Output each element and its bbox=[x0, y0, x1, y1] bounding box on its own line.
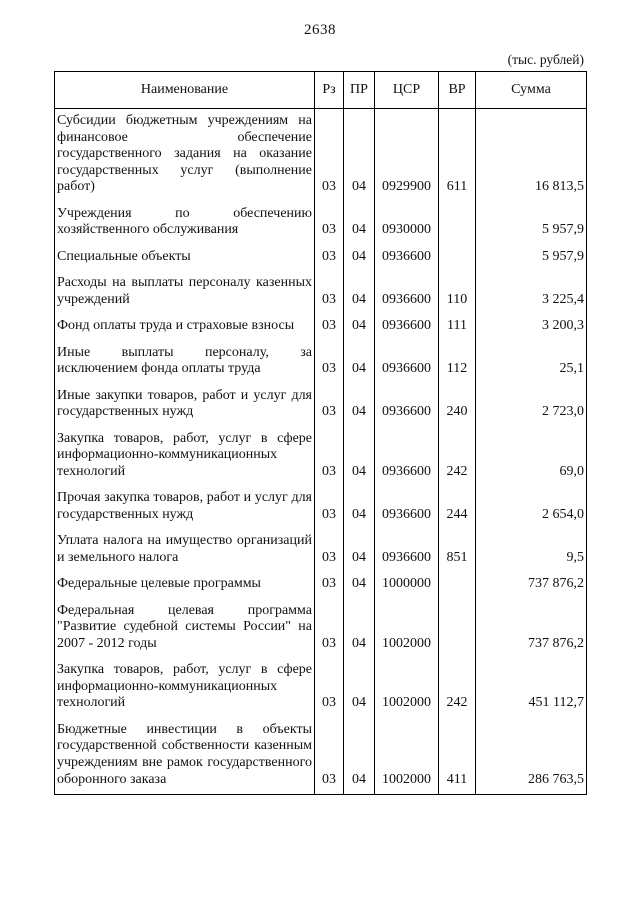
table-row bbox=[55, 384, 587, 427]
cell-rz: 03 bbox=[315, 202, 344, 245]
table-row bbox=[55, 109, 587, 202]
cell-vr: 851 bbox=[439, 529, 476, 572]
cell-vr: 240 bbox=[439, 384, 476, 427]
col-header-name: Наименование bbox=[55, 72, 315, 109]
table-body bbox=[55, 109, 587, 795]
cell-vr: 111 bbox=[439, 314, 476, 341]
header-row bbox=[55, 72, 587, 109]
table-row bbox=[55, 718, 587, 795]
table-row bbox=[55, 599, 587, 659]
cell-sum: 5 957,9 bbox=[476, 245, 587, 272]
cell-sum: 69,0 bbox=[476, 427, 587, 487]
units-label: (тыс. рублей) bbox=[507, 52, 584, 67]
cell-pr: 04 bbox=[344, 271, 375, 314]
cell-vr: 112 bbox=[439, 341, 476, 384]
cell-vr: 411 bbox=[439, 718, 476, 795]
col-header-vr: ВР bbox=[439, 72, 476, 109]
cell-csr: 0936600 bbox=[375, 529, 439, 572]
cell-pr: 04 bbox=[344, 486, 375, 529]
table-row bbox=[55, 486, 587, 529]
cell-name: Закупка товаров, работ, услуг в сфере информационно-коммуникационных технологий bbox=[55, 427, 315, 487]
cell-csr: 1000000 bbox=[375, 572, 439, 599]
cell-pr: 04 bbox=[344, 245, 375, 272]
table-row bbox=[55, 341, 587, 384]
cell-rz: 03 bbox=[315, 658, 344, 718]
cell-sum: 2 654,0 bbox=[476, 486, 587, 529]
cell-csr: 0936600 bbox=[375, 341, 439, 384]
cell-csr: 0930000 bbox=[375, 202, 439, 245]
cell-pr: 04 bbox=[344, 314, 375, 341]
cell-csr: 0936600 bbox=[375, 384, 439, 427]
cell-sum: 737 876,2 bbox=[476, 599, 587, 659]
table-row bbox=[55, 658, 587, 718]
table-header bbox=[55, 72, 587, 109]
cell-vr: 611 bbox=[439, 109, 476, 202]
cell-name: Бюджетные инвестиции в объекты государственной собственности казенным учреждениям вне рамок государственного оборонного заказа bbox=[55, 718, 315, 795]
cell-rz: 03 bbox=[315, 529, 344, 572]
budget-table bbox=[54, 71, 587, 795]
cell-vr: 242 bbox=[439, 427, 476, 487]
cell-vr: 242 bbox=[439, 658, 476, 718]
cell-csr: 0929900 bbox=[375, 109, 439, 202]
cell-csr: 1002000 bbox=[375, 599, 439, 659]
cell-rz: 03 bbox=[315, 245, 344, 272]
cell-name: Закупка товаров, работ, услуг в сфере информационно-коммуникационных технологий bbox=[55, 658, 315, 718]
cell-name: Прочая закупка товаров, работ и услуг для государственных нужд bbox=[55, 486, 315, 529]
cell-pr: 04 bbox=[344, 658, 375, 718]
cell-pr: 04 bbox=[344, 572, 375, 599]
cell-csr: 0936600 bbox=[375, 245, 439, 272]
cell-rz: 03 bbox=[315, 341, 344, 384]
cell-name: Расходы на выплаты персоналу казенных учреждений bbox=[55, 271, 315, 314]
cell-sum: 737 876,2 bbox=[476, 572, 587, 599]
cell-pr: 04 bbox=[344, 109, 375, 202]
cell-rz: 03 bbox=[315, 572, 344, 599]
cell-rz: 03 bbox=[315, 314, 344, 341]
cell-csr: 0936600 bbox=[375, 486, 439, 529]
cell-pr: 04 bbox=[344, 202, 375, 245]
page-number: 2638 bbox=[304, 22, 336, 38]
col-header-csr: ЦСР bbox=[375, 72, 439, 109]
cell-sum: 3 200,3 bbox=[476, 314, 587, 341]
cell-name: Иные выплаты персоналу, за исключением фонда оплаты труда bbox=[55, 341, 315, 384]
cell-sum: 2 723,0 bbox=[476, 384, 587, 427]
cell-vr bbox=[439, 572, 476, 599]
cell-name: Специальные объекты bbox=[55, 245, 315, 272]
cell-csr: 0936600 bbox=[375, 314, 439, 341]
cell-name: Фонд оплаты труда и страховые взносы bbox=[55, 314, 315, 341]
cell-vr: 110 bbox=[439, 271, 476, 314]
cell-name: Федеральная целевая программа "Развитие судебной системы России" на 2007 - 2012 годы bbox=[55, 599, 315, 659]
cell-vr bbox=[439, 245, 476, 272]
cell-rz: 03 bbox=[315, 427, 344, 487]
cell-rz: 03 bbox=[315, 599, 344, 659]
cell-csr: 0936600 bbox=[375, 271, 439, 314]
cell-csr: 1002000 bbox=[375, 658, 439, 718]
col-header-pr: ПР bbox=[344, 72, 375, 109]
cell-sum: 25,1 bbox=[476, 341, 587, 384]
cell-rz: 03 bbox=[315, 718, 344, 795]
cell-csr: 0936600 bbox=[375, 427, 439, 487]
cell-pr: 04 bbox=[344, 341, 375, 384]
cell-rz: 03 bbox=[315, 486, 344, 529]
col-header-rz: Рз bbox=[315, 72, 344, 109]
table-row bbox=[55, 271, 587, 314]
cell-pr: 04 bbox=[344, 427, 375, 487]
cell-vr bbox=[439, 599, 476, 659]
cell-sum: 5 957,9 bbox=[476, 202, 587, 245]
col-header-sum: Сумма bbox=[476, 72, 587, 109]
cell-name: Иные закупки товаров, работ и услуг для государственных нужд bbox=[55, 384, 315, 427]
cell-name: Уплата налога на имущество организаций и земельного налога bbox=[55, 529, 315, 572]
table-container bbox=[54, 52, 586, 795]
cell-vr bbox=[439, 202, 476, 245]
cell-rz: 03 bbox=[315, 384, 344, 427]
cell-rz: 03 bbox=[315, 271, 344, 314]
cell-name: Учреждения по обеспечению хозяйственного обслуживания bbox=[55, 202, 315, 245]
cell-name: Субсидии бюджетным учреждениям на финансовое обеспечение государственного задания на оказание государственных услуг (выполнение работ) bbox=[55, 109, 315, 202]
cell-pr: 04 bbox=[344, 718, 375, 795]
cell-sum: 9,5 bbox=[476, 529, 587, 572]
cell-pr: 04 bbox=[344, 599, 375, 659]
cell-sum: 286 763,5 bbox=[476, 718, 587, 795]
cell-rz: 03 bbox=[315, 109, 344, 202]
cell-sum: 451 112,7 bbox=[476, 658, 587, 718]
cell-pr: 04 bbox=[344, 384, 375, 427]
table-row bbox=[55, 202, 587, 245]
table-row bbox=[55, 529, 587, 572]
table-row bbox=[55, 314, 587, 341]
cell-pr: 04 bbox=[344, 529, 375, 572]
cell-csr: 1002000 bbox=[375, 718, 439, 795]
table-row bbox=[55, 572, 587, 599]
table-row bbox=[55, 245, 587, 272]
cell-sum: 16 813,5 bbox=[476, 109, 587, 202]
cell-vr: 244 bbox=[439, 486, 476, 529]
table-row bbox=[55, 427, 587, 487]
cell-sum: 3 225,4 bbox=[476, 271, 587, 314]
cell-name: Федеральные целевые программы bbox=[55, 572, 315, 599]
